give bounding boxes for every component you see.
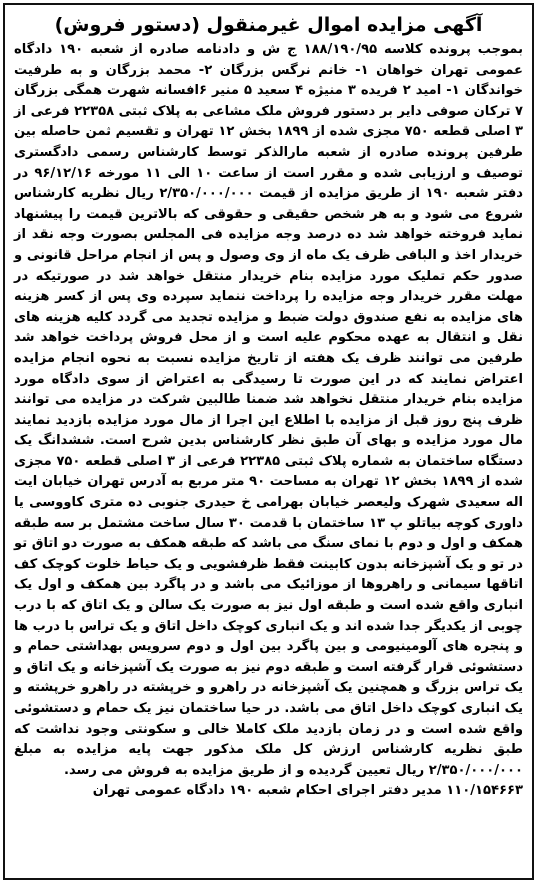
notice-footer: ۱۱۰/۱۵۴۶۶۳ مدیر دفتر اجرای احکام شعبه ۱۹۰ دادگاه عمومی تهران: [92, 783, 523, 799]
notice-frame: [3, 3, 534, 880]
notice-title: آگهی مزایده اموال غیرمنقول (دستور فروش): [54, 14, 483, 36]
notice-body: بموجب پرونده کلاسه ۱۸۸/۱۹۰/۹۵ ج ش و دادنامه صادره از شعبه ۱۹۰ دادگاه عمومی تهران خواهان ۱- خانم نرگس بزرگان ۲- محمد بزرگان و به طرفیت خواندگان ۱- امید ۲ فریده ۳ منیژه ۴ سعید ۵ منیر ۶افسانه شهرت همگی بزرگان ۷ ترکان صوفی دایر بر دستور فروش ملک مشاعی به پلاک ثبتی ۲۲۳۵۸ فرعی از ۳ اصلی قطعه ۷۵۰ مجزی شده از ۱۸۹۹ بخش ۱۲ تهران و تقسیم ثمن حاصله بین طرفین پرونده صادره از شعبه مارالذکر توسط کارشناس رسمی دادگستری توصیف و ارزیابی شده و مقرر است از ساعت ۱۰ الی ۱۱ مورخه ۹۶/۱۲/۱۶ در دفتر شعبه ۱۹۰ از طریق مزایده از قیمت ۲/۳۵۰/۰۰۰/۰۰۰ ریال نظریه کارشناس شروع می شود و به هر شخص حقیقی و حقوقی که بالاترین قیمت را پیشنهاد نماید فروخته خواهد شد ده درصد وجه مزایده فی المجلس بصورت وجه نقد از خریدار اخذ و البافی ظرف یک ماه از وی وصول و پس از انجام مراحل قانونی و صدور حکم تملیک مورد مزایده بنام خریدار منتقل خواهد شد در صورتیکه در مهلت مقرر خریدار وجه مزایده را پرداخت ننماید سپرده وی پس از کسر هزینه های مزایده به نفع صندوق دولت ضبط و مزایده تجدید می گردد کلیه هزینه های نقل و انتقال به عهده محکوم علیه است و از محل فروش پرداخت خواهد شد طرفین می توانند ظرف یک هفته از تاریخ مزایده نسبت به نحوه انجام مزایده اعتراض نمایند که در این صورت تا رسیدگی به اعتراض از سوی دادگاه مورد مزایده بنام خریدار منتقل نخواهد شد ضمنا طالبین شرکت در مزایده می توانند ظرف پنج روز قبل از مزایده با اطلاع این اجرا از مال مورد مزایده بازدید نمایند مال مورد مزایده و بهای آن طبق نظر کارشناس بدین شرح است. ششدانگ یک دستگاه ساختمان به شماره پلاک ثبتی ۲۲۳۸۵ فرعی از ۳ اصلی قطعه ۷۵۰ مجزی شده از ۱۸۹۹ بخش ۱۲ تهران به مساحت ۹۰ متر مربع به آدرس تهران خیابان ایت اله سعیدی شهرک ولیعصر خیابان بهرامی خ حیدری جنوبی ده متری کاووسی یا داوری کوچه بیاتلو پ ۱۳ ساختمان با قدمت ۳۰ سال ساخت مشتمل بر سه طبقه همکف و اول و دوم با نمای سنگ می باشد که طبقه همکف به صورت دو اتاق تو در تو و یک آشپزخانه بدون کابینت فقط ظرفشویی و یک حیاط خلوت کوچک کف اتاقها سیمانی و راهروها از موزائیک می باشد و در پاگرد بین همکف و اول یک انباری واقع شده است و طبقه اول نیز به صورت یک سالن و یک اتاق که با درب چوبی از یکدیگر جدا شده اند و یک انباری کوچک داخل اتاق و یک تراس با درب ها و پنجره های آلومینیومی و بین پاگرد بین اول و دوم سرویس بهداشتی حمام و دستشوئی قرار گرفته است و طبقه دوم نیز به صورت یک آشپزخانه و یک اتاق و یک تراس بزرگ و همچنین یک آشپزخانه در راهرو و خرپشته در راهرو خرپشته و یک انباری کوچک داخل اتاق می باشد. در حیا ساختمان نیز یک حمام و دستشوئی واقع شده است و در زمان بازدید ملک کاملا خالی و سکونتی وجود نداشت که طبق نظریه کارشناس ارزش کل ملک مذکور جهت پایه مزایده به مبلغ ۲/۳۵۰/۰۰۰/۰۰۰ ریال تعیین گردیده و از طریق مزایده به فروش می رسد.: [14, 42, 524, 778]
